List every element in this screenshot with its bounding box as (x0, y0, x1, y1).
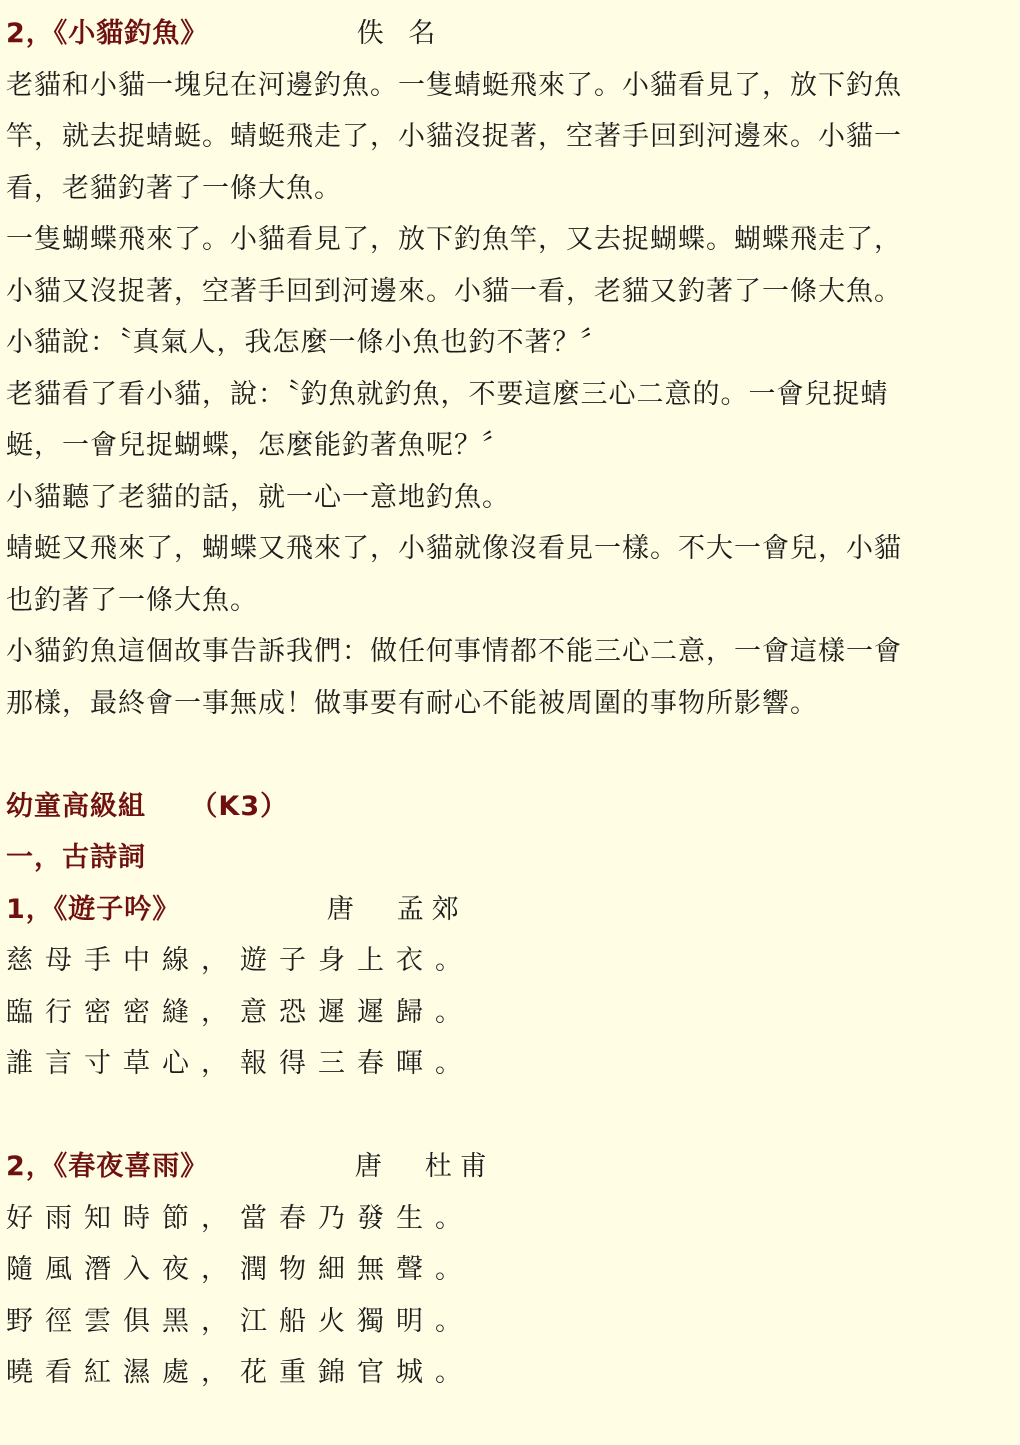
story-line: 老貓和小貓一塊兒在河邊釣魚。一隻蜻蜓飛來了。小貓看見了，放下釣魚 (6, 69, 902, 101)
story-line: 蜻蜓又飛來了，蝴蝶又飛來了，小貓就像沒看見一樣。不大一會兒，小貓 (6, 533, 902, 564)
poem2-line: 好雨知時節，當春乃發生。 (6, 1202, 474, 1234)
story-line: 小貓說：〝真氣人，我怎麼一條小魚也釣不著？〞 (6, 327, 609, 358)
story-line: 看，老貓釣著了一條大魚。 (6, 172, 342, 204)
story-title: 2，《小貓釣魚》 (6, 18, 209, 49)
poem2-line: 野徑雲俱黑，江船火獨明。 (6, 1305, 474, 1337)
group-code: （K3） (190, 790, 289, 822)
story-line: 竿，就去捉蜻蜓。蜻蜓飛走了，小貓沒捉著，空著手回到河邊來。小貓一 (6, 121, 902, 152)
poem1-line: 誰言寸草心，報得三春暉。 (6, 1048, 474, 1079)
poem1-line: 慈母手中線，遊子身上衣。 (6, 945, 474, 976)
story-line: 蜓，一會兒捉蝴蝶，怎麼能釣著魚呢？〞 (6, 430, 510, 461)
story-line: 老貓看了看小貓，說：〝釣魚就釣魚，不要這麼三心二意的。一會兒捉蜻 (6, 378, 889, 410)
poem1-heading (6, 884, 1014, 936)
story-line: 也釣著了一條大魚。 (6, 584, 258, 616)
story-line: 一隻蝴蝶飛來了。小貓看見了，放下釣魚竿，又去捉蝴蝶。蝴蝶飛走了， (6, 224, 902, 255)
poem2-heading (6, 1141, 1014, 1193)
poem2-line: 曉看紅濕處，花重錦官城。 (6, 1357, 474, 1388)
category-heading: 一，古詩詞 (6, 842, 146, 873)
story-line: 小貓釣魚這個故事告訴我們：做任何事情都不能三心二意，一會這樣一會 (6, 636, 902, 667)
story-line: 小貓又沒捉著，空著手回到河邊來。小貓一看，老貓又釣著了一條大魚。 (6, 275, 902, 307)
group-heading (6, 781, 1014, 833)
poem1-line: 臨行密密縫，意恐遲遲歸。 (6, 996, 474, 1028)
spacer (6, 729, 1014, 781)
story-line: 那樣，最終會一事無成！做事要有耐心不能被周圍的事物所影響。 (6, 687, 818, 719)
poem2-title: 2，《春夜喜雨》 (6, 1151, 209, 1182)
poem2-line: 隨風潛入夜，潤物細無聲。 (6, 1254, 474, 1285)
story-author: 佚 名 (356, 18, 444, 49)
story-heading (6, 8, 1014, 60)
story-line: 小貓聽了老貓的話，就一心一意地釣魚。 (6, 481, 510, 513)
document-page (6, 8, 1014, 1399)
poem1-author: 唐 孟郊 (326, 893, 467, 925)
group-title: 幼童高級組 (6, 790, 146, 822)
spacer (6, 1090, 1014, 1142)
poem2-author: 唐 杜甫 (354, 1151, 495, 1182)
poem1-title: 1，《遊子吟》 (6, 893, 181, 925)
